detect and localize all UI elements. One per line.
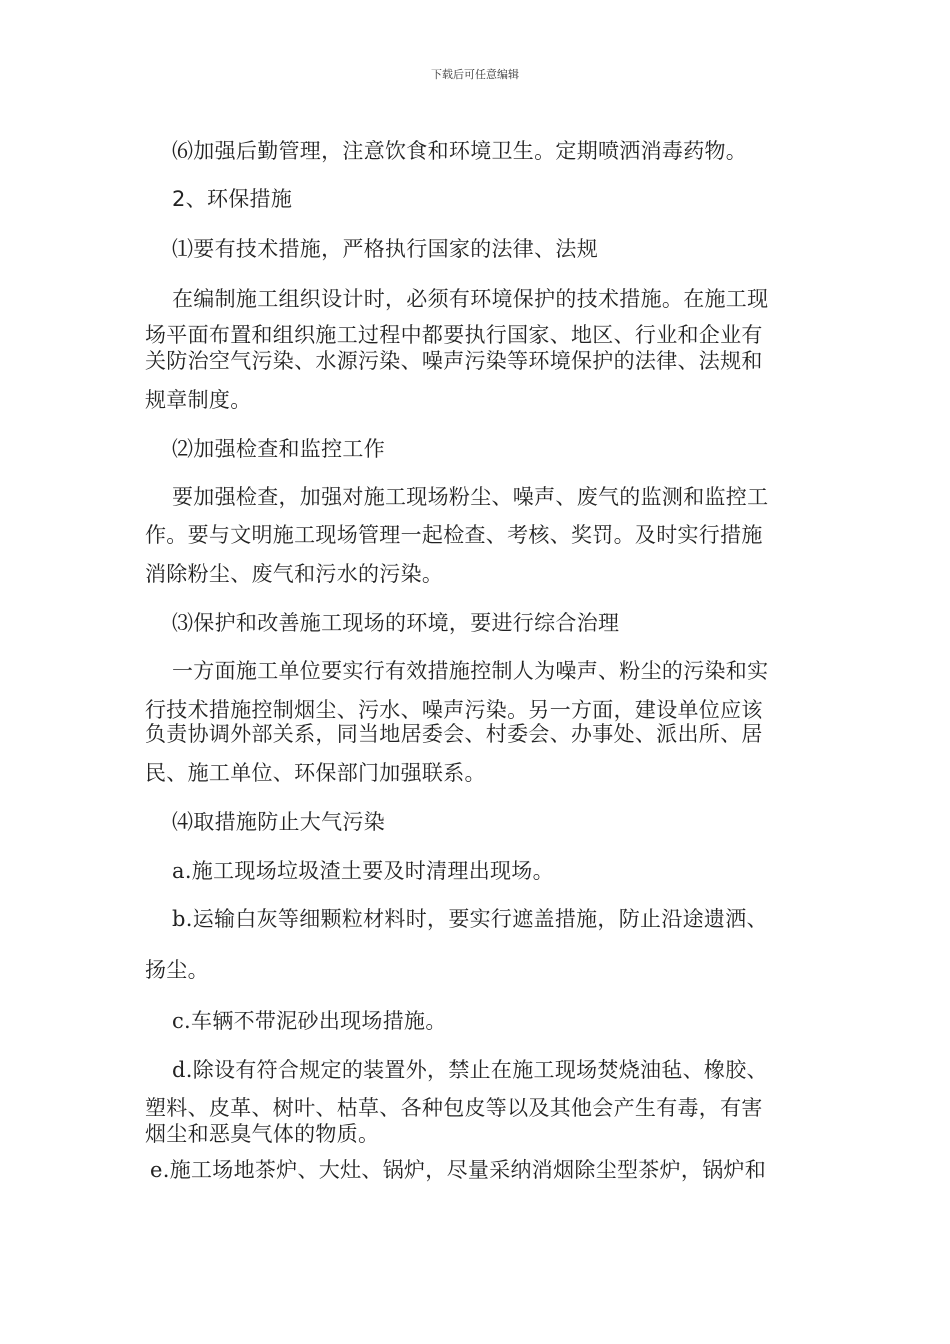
list-item: a.施工现场垃圾渣土要及时清理出现场。 [172,859,554,883]
section-heading: 2、环保措施 [172,187,293,211]
page-header: 下载后可任意编辑 [431,68,519,81]
subsection-heading: ⑴要有技术措施，严格执行国家的法律、法规 [172,237,598,261]
text-line: 关防治空气污染、水源污染、噪声污染等环境保护的法律、法规和 [145,349,763,373]
text-line: 负责协调外部关系，同当地居委会、村委会、办事处、派出所、居 [145,722,763,746]
text-line: 要加强检查，加强对施工现场粉尘、噪声、废气的监测和监控工 [172,485,769,509]
subsection-heading: ⑶保护和改善施工现场的环境，要进行综合治理 [172,611,620,635]
subsection-heading: ⑷取措施防止大气污染 [172,810,385,834]
text-line: 行技术措施控制烟尘、污水、噪声污染。另一方面，建设单位应该 [145,698,763,722]
list-item: c.车辆不带泥砂出现场措施。 [172,1009,447,1033]
subsection-heading: ⑵加强检查和监控工作 [172,437,385,461]
text-line: 在编制施工组织设计时，必须有环境保护的技术措施。在施工现 [172,287,769,311]
text-line: 塑料、皮革、树叶、枯草、各种包皮等以及其他会产生有毒，有害 [145,1096,763,1120]
text-line: 作。要与文明施工现场管理一起检查、考核、奖罚。及时实行措施 [145,523,763,547]
text-line: ⑹加强后勤管理，注意饮食和环境卫生。定期喷洒消毒药物。 [172,139,748,163]
text-line: 扬尘。 [145,958,209,982]
text-line: 消除粉尘、废气和污水的污染。 [145,562,444,586]
list-item: b.运输白灰等细颗粒材料时，要实行遮盖措施，防止沿途遗洒、 [172,907,768,931]
text-line: 一方面施工单位要实行有效措施控制人为噪声、粉尘的污染和实 [172,659,769,683]
text-line: 规章制度。 [145,388,252,412]
text-line: 场平面布置和组织施工过程中都要执行国家、地区、行业和企业有 [145,323,763,347]
text-line: 烟尘和恶臭气体的物质。 [145,1122,380,1146]
list-item: e.施工场地茶炉、大灶、锅炉，尽量采纳消烟除尘型茶炉，锅炉和 [150,1158,767,1182]
list-item: d.除设有符合规定的装置外，禁止在施工现场焚烧油毡、橡胶、 [172,1058,768,1082]
text-line: 民、施工单位、环保部门加强联系。 [145,761,486,785]
